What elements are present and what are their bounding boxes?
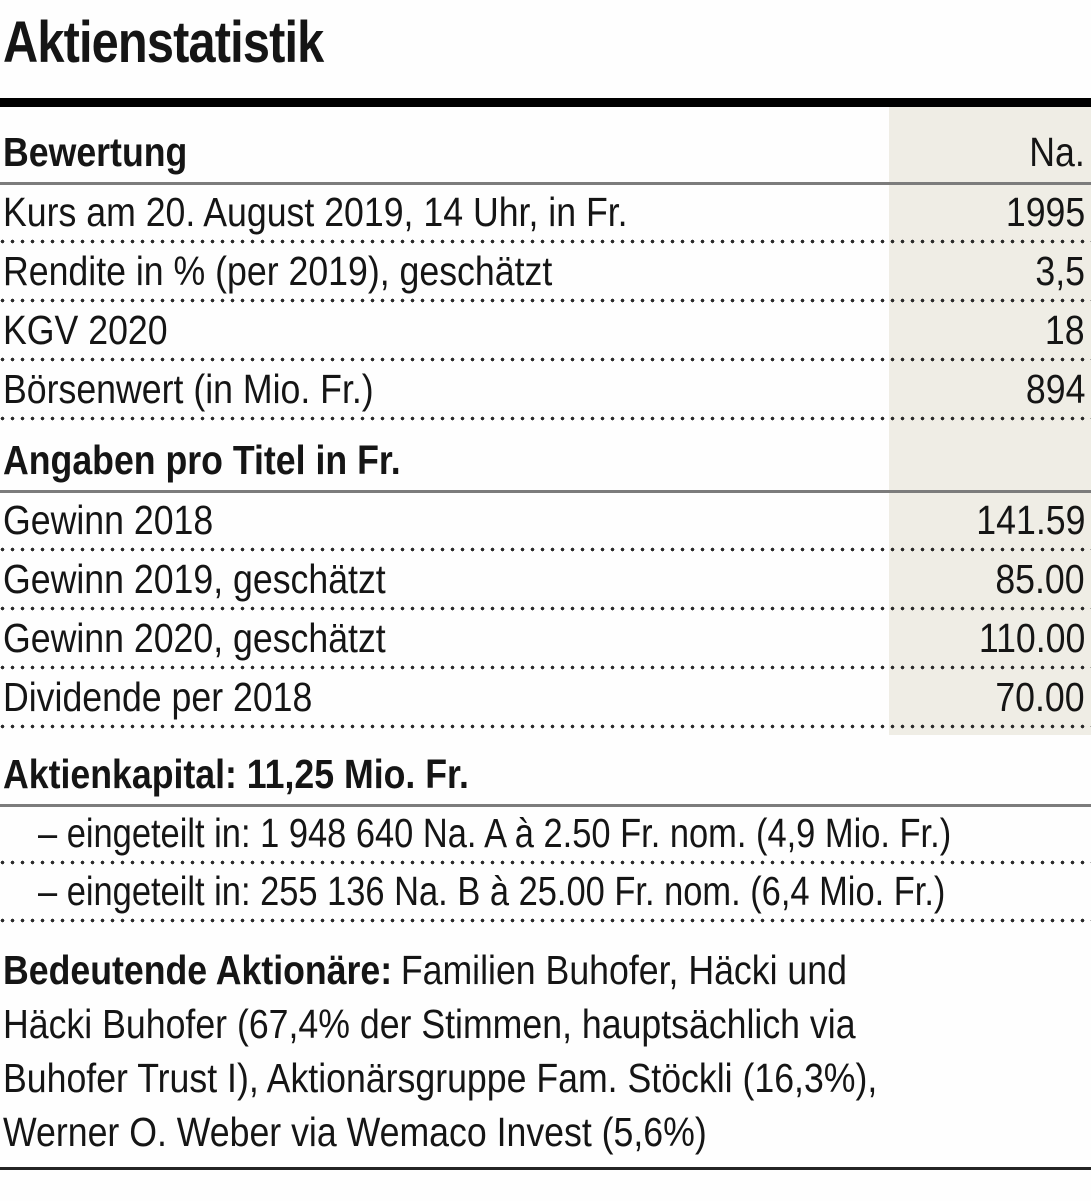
row-value: 1995	[1005, 189, 1085, 235]
row-label: Rendite in % (per 2019), geschätzt	[3, 248, 553, 294]
table-row	[0, 670, 1091, 729]
shareholders-line1: Familien Buhofer, Häcki und	[400, 947, 847, 993]
share-class-b-text: – eingeteilt in: 255 136 Na. B à 25.00 Fr. nom. (6,4 Mio. Fr.)	[38, 868, 946, 914]
row-label: Dividende per 2018	[3, 674, 313, 720]
table-row	[0, 185, 1091, 244]
row-value: 110.00	[978, 615, 1085, 661]
table-row	[0, 244, 1091, 303]
shareholders-line3: Buhofer Trust I), Aktionärsgruppe Fam. Stöckli (16,3%),	[3, 1055, 878, 1101]
table-row	[0, 362, 1091, 421]
shareholders-label: Bedeutende Aktionäre:	[3, 947, 393, 993]
page-title-text: Aktienstatistik	[3, 10, 324, 75]
shareholders-paragraph	[0, 923, 1091, 1159]
row-label: Gewinn 2018	[3, 497, 214, 543]
section-header-bewertung	[0, 107, 1091, 185]
column-header-na: Na.	[1029, 129, 1085, 175]
row-label: Börsenwert (in Mio. Fr.)	[3, 366, 374, 412]
section-header-angaben	[0, 421, 1091, 493]
row-value: 18	[1045, 307, 1085, 353]
row-label: Gewinn 2019, geschätzt	[3, 556, 386, 602]
row-label: Kurs am 20. August 2019, 14 Uhr, in Fr.	[3, 189, 628, 235]
page-title	[0, 0, 1091, 98]
row-value: 85.00	[995, 556, 1085, 602]
table-row	[0, 611, 1091, 670]
table-row	[0, 303, 1091, 362]
section-title: Bewertung	[3, 129, 188, 175]
section-title: Angaben pro Titel in Fr.	[3, 437, 401, 483]
row-value: 70.00	[995, 674, 1085, 720]
share-class-a-text: – eingeteilt in: 1 948 640 Na. A à 2.50 Fr. nom. (4,9 Mio. Fr.)	[38, 810, 952, 856]
row-value: 894	[1025, 366, 1085, 412]
row-label: KGV 2020	[3, 307, 168, 353]
shareholders-line2: Häcki Buhofer (67,4% der Stimmen, hauptsächlich via	[3, 1001, 856, 1047]
table-row	[0, 493, 1091, 552]
section-header-aktienkapital	[0, 729, 1091, 807]
top-rule	[0, 98, 1091, 107]
section-title: Aktienkapital: 11,25 Mio. Fr.	[3, 751, 469, 797]
list-item	[0, 807, 1091, 865]
bottom-rule	[0, 1167, 1091, 1170]
list-item	[0, 865, 1091, 923]
row-label: Gewinn 2020, geschätzt	[3, 615, 386, 661]
table-row	[0, 552, 1091, 611]
row-value: 141.59	[975, 497, 1085, 543]
row-value: 3,5	[1035, 248, 1085, 294]
shareholders-line4: Werner O. Weber via Wemaco Invest (5,6%)	[3, 1109, 707, 1155]
